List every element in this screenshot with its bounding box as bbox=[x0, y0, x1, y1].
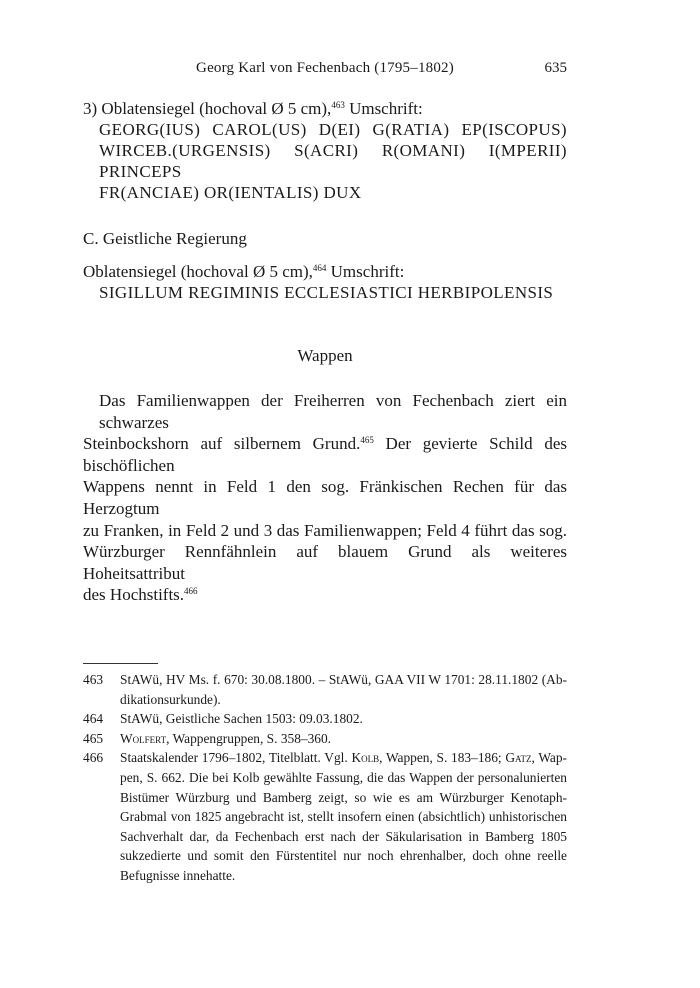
wappen-line-4: zu Franken, in Feld 2 und 3 das Familienwappen; Feld 4 führt das sog. bbox=[83, 520, 567, 540]
seal-3-description: 3) Oblatensiegel (hochoval Ø 5 cm),$^{463}$ Umschrift: bbox=[83, 99, 423, 118]
wappen-paragraph bbox=[83, 390, 567, 606]
wappen-line-2: Steinbockshorn auf silbernem Grund.$^{465}$ Der gevierte Schild des bischöflichen bbox=[83, 434, 567, 475]
footnote-divider bbox=[83, 663, 158, 664]
footnote-number: 464 bbox=[83, 711, 104, 727]
footnote-number: 465 bbox=[83, 730, 104, 746]
wappen-heading: Wappen bbox=[297, 346, 353, 365]
running-title: Georg Karl von Fechenbach (1795–1802) bbox=[196, 60, 454, 76]
main-text bbox=[83, 98, 567, 606]
footnotes bbox=[83, 670, 567, 886]
footnote-465: 465 Wolfert, Wappengruppen, S. 358–360. bbox=[83, 729, 567, 749]
author-name: Wolfert bbox=[120, 730, 167, 746]
wappen-line-6: des Hochstifts.$^{466}$ bbox=[83, 585, 198, 605]
wappen-line-1: Das Familienwappen der Freiherren von Fechenbach ziert ein schwarzes bbox=[99, 391, 567, 432]
footnote-number: 466 bbox=[83, 750, 104, 766]
author-name: Kolb bbox=[351, 750, 380, 766]
seal-c-description: Oblatensiegel (hochoval Ø 5 cm),$^{464}$ Umschrift: bbox=[83, 262, 405, 281]
footnote-464: 464 StAWü, Geistliche Sachen 1503: 09.03.1802. bbox=[83, 709, 567, 729]
page-number: 635 bbox=[544, 60, 567, 76]
footnote-ref-463[interactable]: 463 bbox=[331, 100, 345, 110]
seal-3-inscription-line-3: FR(ANCIAE) OR(IENTALIS) DUX bbox=[99, 183, 362, 202]
footnote-463: 463 StAWü, HV Ms. f. 670: 30.08.1800. – StAWü, GAA VII W 1701: 28.11.1802 (Ab- dikationsurkunde). bbox=[83, 672, 567, 707]
seal-c-inscription: SIGILLUM REGIMINIS ECCLESIASTICI HERBIPOLENSIS bbox=[99, 283, 554, 302]
footnote-number: 463 bbox=[83, 672, 104, 687]
seal-3-inscription-line-1: GEORG(IUS) CAROL(US) D(EI) G(RATIA) EP(ISCOPUS) bbox=[99, 120, 567, 139]
footnote-ref-464[interactable]: 464 bbox=[312, 263, 327, 273]
running-head bbox=[83, 60, 567, 84]
footnote-466: 466 Staatskalender 1796–1802, Titelblatt. Vgl. Kolb, Wappen, S. 183–186; Gatz, Wap- pen, S. 662. Die bei Kolb gewählte Fassung, die das Wappen der personalunierten Bistümer Würzburg und Bamberg zeigt, so wie es am Würzburger Kenotaph- Grabmal von 1825 angebracht ist, stellt insofern einen (absichtlich) unhistorischen Sachverhalt dar, da Fechenbach erst nach der Säkularisation in Bamberg 1805 sukzedierte und somit den Fürstentitel nur noch ehrenhalber, doch ohne reelle Befugnisse innehatte. bbox=[83, 750, 567, 883]
footnote-ref-465[interactable]: 465 bbox=[360, 435, 374, 446]
seal-3-inscription-line-2: WIRCEB.(URGENSIS) S(ACRI) R(OMANI) I(MPERII) PRINCEPS bbox=[99, 141, 567, 181]
wappen-line-5: Würzburger Rennfähnlein auf blauem Grund als weiteres Hoheitsattribut bbox=[83, 542, 567, 583]
footnote-ref-466[interactable]: 466 bbox=[184, 586, 198, 597]
author-name: Gatz bbox=[505, 750, 532, 766]
wappen-line-3: Wappens nennt in Feld 1 den sog. Fränkischen Rechen für das Herzogtum bbox=[83, 477, 567, 518]
section-heading-c: C. Geistliche Regierung bbox=[83, 229, 247, 248]
